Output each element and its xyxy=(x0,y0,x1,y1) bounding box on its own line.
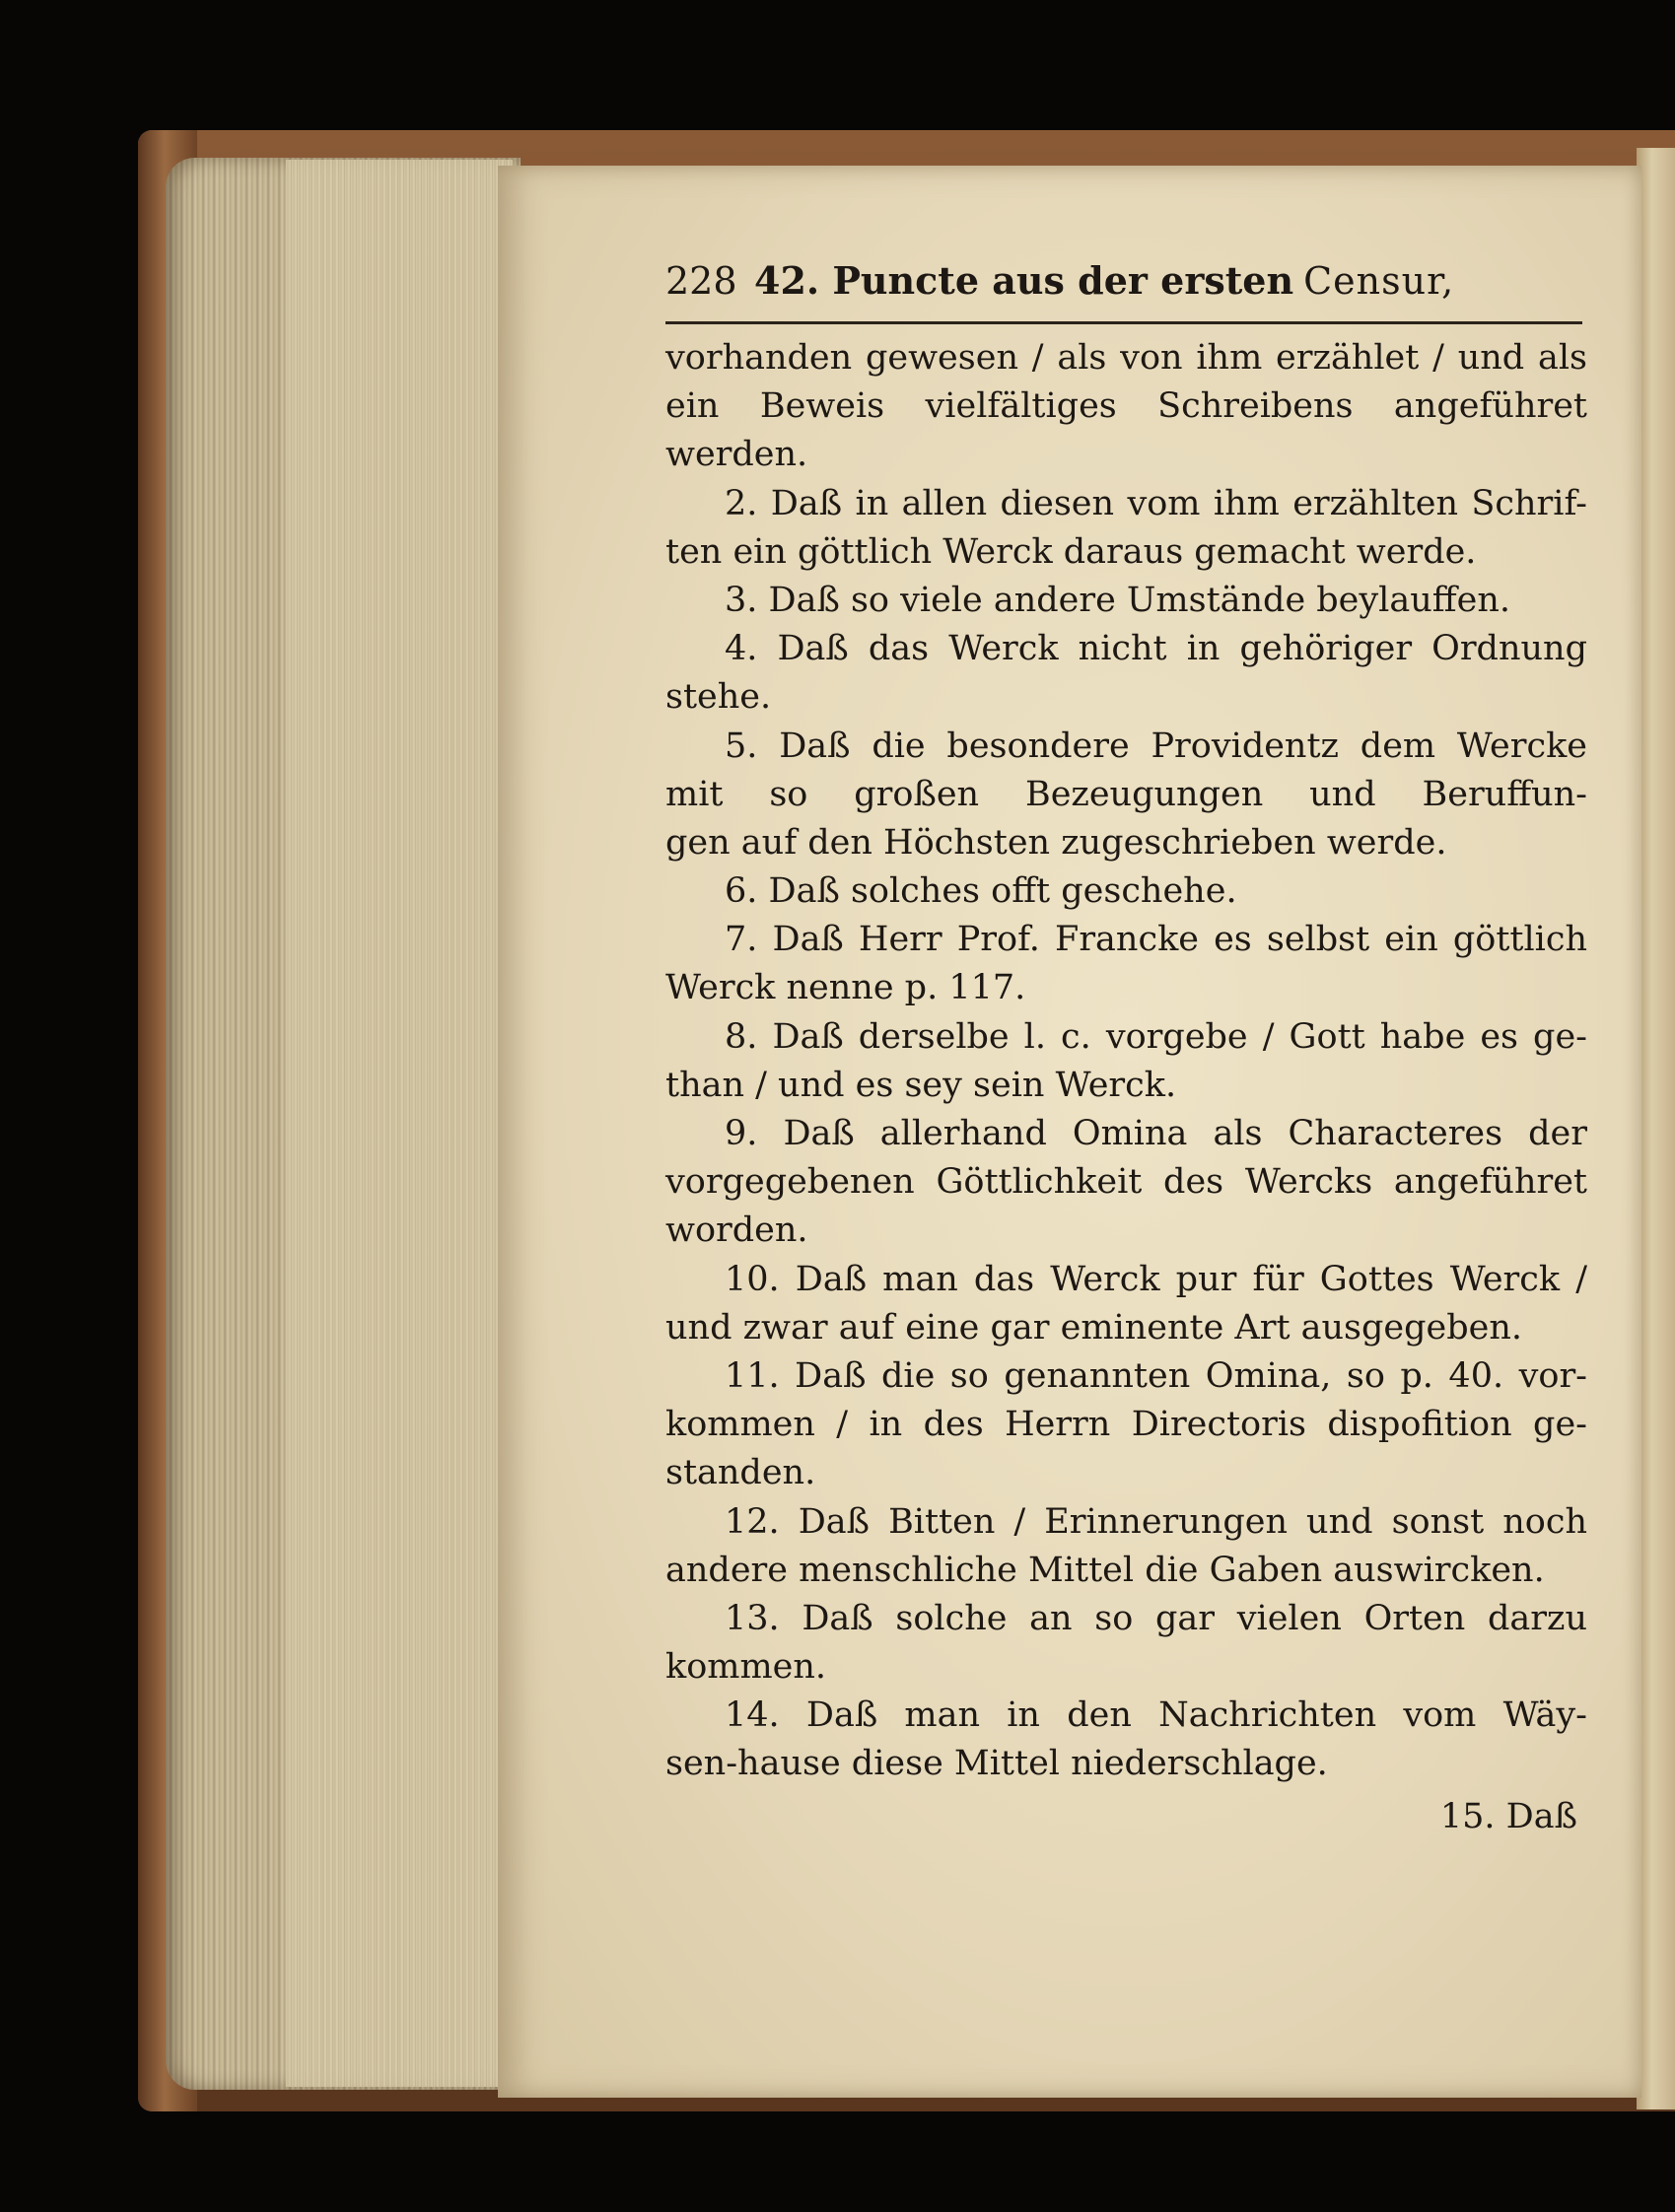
text-line: und zwar auf eine gar eminente Art ausgegeben. xyxy=(665,1307,1523,1348)
text-line: 3. Daß so viele andere Umstände beylauffen. xyxy=(725,580,1511,620)
text-line: than / und es sey sein Werck. xyxy=(665,1065,1177,1105)
text-line: 9. Daß allerhand Omina als Characteres der xyxy=(725,1114,1587,1153)
running-title-latin: Censur, xyxy=(1303,259,1455,303)
body-text xyxy=(665,334,1587,1789)
text-line: kommen. xyxy=(665,1647,827,1688)
text-line: sen-hause diese Mittel niederschlage. xyxy=(665,1744,1328,1784)
text-line: stehe. xyxy=(665,677,772,718)
catchword: 15. Daß xyxy=(1439,1796,1577,1836)
page-edges-inner xyxy=(286,160,513,2087)
text-line: 12. Daß Bitten / Erinnerungen und sonst noch xyxy=(725,1501,1587,1542)
text-line: mit so großen Bezeugungen und Beruffun- xyxy=(665,774,1587,814)
text-line: 2. Daß in allen diesen vom ihm erzählten Schrif- xyxy=(725,483,1587,523)
text-line: 10. Daß man das Werck pur für Gottes Werck / xyxy=(725,1259,1587,1299)
text-line: 4. Daß das Werck nicht in gehöriger Ordnung xyxy=(725,629,1587,669)
text-line: standen. xyxy=(665,1453,816,1493)
text-line: vorgegebenen Göttlichkeit des Wercks angeführet xyxy=(665,1162,1587,1203)
text-line: 8. Daß derselbe l. c. vorgebe / Gott habe es ge- xyxy=(725,1016,1587,1057)
header-rule xyxy=(665,321,1582,324)
text-line: werden. xyxy=(665,435,808,475)
text-line: 11. Daß die so genannten Omina, so p. 40. vor- xyxy=(725,1355,1587,1396)
page-text xyxy=(665,258,1587,1841)
text-line: andere menschliche Mittel die Gaben auswircken. xyxy=(665,1550,1545,1590)
text-line: gen auf den Höchsten zugeschrieben werde. xyxy=(665,822,1447,863)
text-line: kommen / in des Herrn Directoris dispofition ge- xyxy=(665,1405,1587,1445)
text-line: 6. Daß solches offt geschehe. xyxy=(725,871,1237,912)
text-line: 7. Daß Herr Prof. Francke es selbst ein göttlich xyxy=(725,920,1587,960)
page-header xyxy=(665,258,1587,317)
text-line: ein Beweis vielfältiges Schreibens angeführet xyxy=(665,386,1587,427)
text-line: worden. xyxy=(665,1210,808,1251)
text-line: 14. Daß man in den Nachrichten vom Wäy- xyxy=(725,1695,1587,1736)
text-line: ten ein göttlich Werck daraus gemacht werde. xyxy=(665,531,1477,572)
text-line: 5. Daß die besondere Providentz dem Wercke xyxy=(725,726,1587,766)
book-gutter xyxy=(1637,148,1675,2109)
text-line: vorhanden gewesen / als von ihm erzählet / und als xyxy=(665,338,1587,378)
text-line: 13. Daß solche an so gar vielen Orten darzu xyxy=(725,1598,1587,1638)
running-title: 42. Puncte aus der ersten xyxy=(754,258,1294,303)
text-line: Werck nenne p. 117. xyxy=(665,968,1026,1008)
page-number: 228 xyxy=(665,259,737,303)
